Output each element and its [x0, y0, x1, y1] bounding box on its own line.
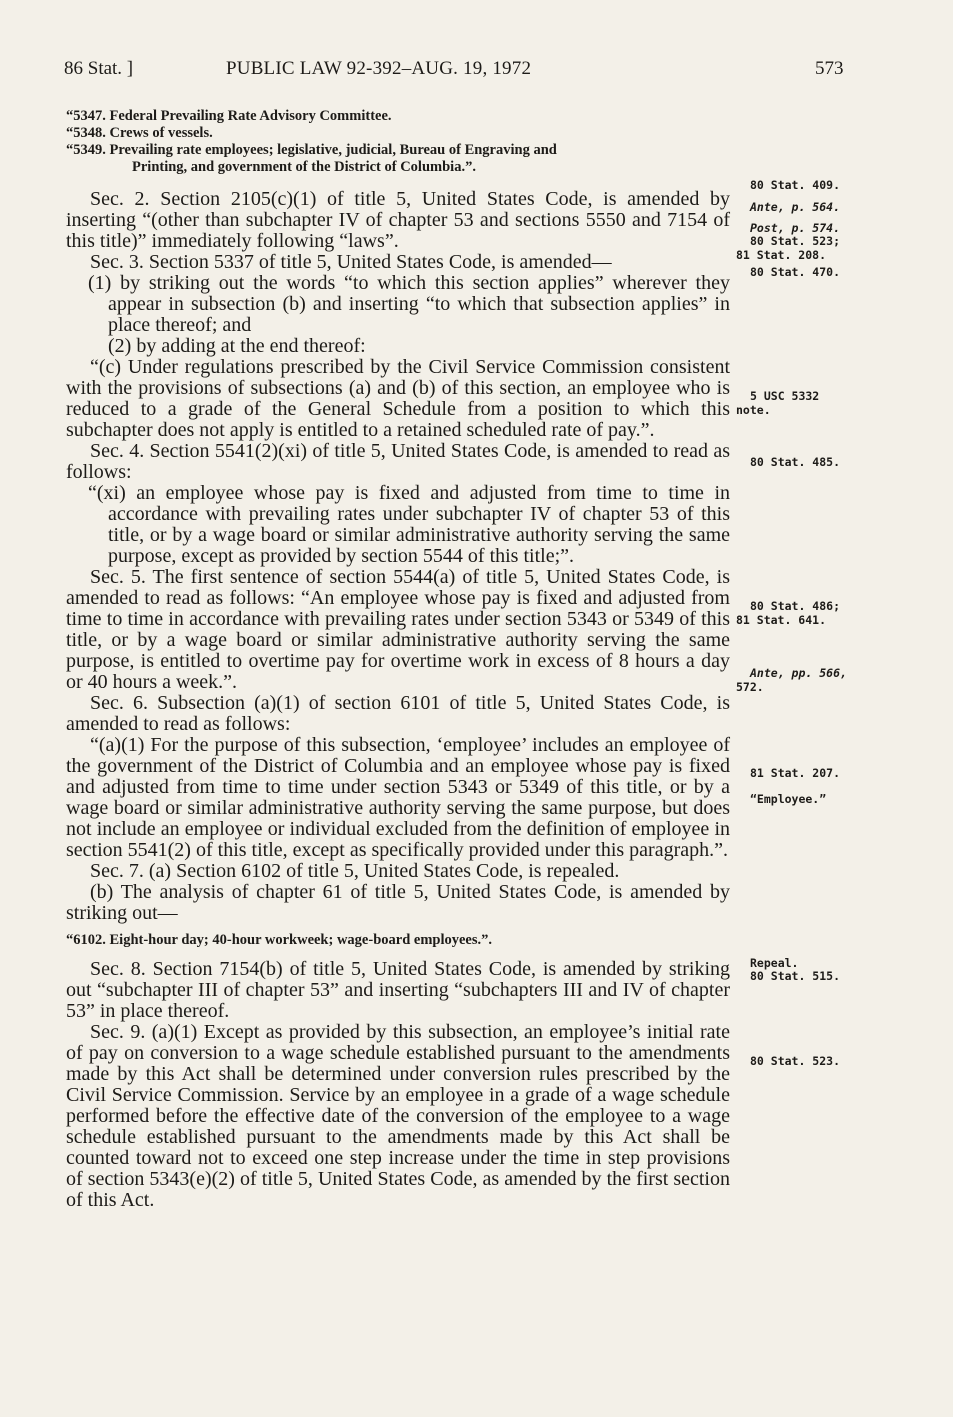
section-4: Sec. 4. Section 5541(2)(xi) of title 5, United States Code, is amended to read as follows: — [66, 440, 730, 483]
section-2: Sec. 2. Section 2105(c)(1) of title 5, United States Code, is amended by inserting “(other than subchapter IV of chapter 53 and sections 5550 and 7154 of this title)” immediately following “laws”. — [66, 188, 730, 252]
section-6: Sec. 6. Subsection (a)(1) of section 6101 of title 5, United States Code, is amended to read as follows: — [66, 692, 730, 735]
margin-note: Repeal. — [750, 956, 799, 970]
section-3: Sec. 3. Section 5337 of title 5, United States Code, is amended— — [90, 251, 612, 273]
margin-note: 572. — [736, 680, 764, 694]
margin-note: Ante, p. 564. — [750, 200, 841, 214]
statute-reference: 86 Stat. ] — [64, 58, 134, 79]
margin-note: 5 USC 5332 — [750, 389, 820, 403]
margin-note: 80 Stat. 523; — [750, 234, 841, 248]
page-header — [0, 58, 953, 86]
section-5: Sec. 5. The first sentence of section 5544(a) of title 5, United States Code, is amended to read as follows: “An employee whose pay is fixed and adjusted from time to time in accordance with prevailing rates under section 5343 or 5349 of this title, or by a wage board or similar administrative authority serving the same purpose, is entitled to overtime pay for overtime work in excess of 8 hours a day or 40 hours a week.”. — [66, 566, 730, 693]
margin-note: 81 Stat. 641. — [736, 613, 827, 627]
margin-note: 80 Stat. 409. — [750, 178, 841, 192]
toc-line: “5348. Crews of vessels. — [66, 125, 213, 141]
toc-line: “5349. Prevailing rate employees; legislative, judicial, Bureau of Engraving and — [66, 142, 557, 158]
toc-line: Printing, and government of the District of Columbia.”. — [132, 159, 476, 175]
margin-note: 80 Stat. 485. — [750, 455, 841, 469]
section-9: Sec. 9. (a)(1) Except as provided by this subsection, an employee’s initial rate of pay on conversion to a wage schedule established pursuant to the amendments made by this Act shall be determined under conversion rules prescribed by the Civil Service Commission. Service by an employee in a grade of a wage schedule performed before the effective date of the conversion of the employee to a wage schedule established pursuant to the amendments made by this Act shall be counted toward not to exceed one step increase under the time in step provisions of section 5343(e)(2) of title 5, United States Code, as amended by the first section of this Act. — [66, 1021, 730, 1211]
section-7-a: Sec. 7. (a) Section 6102 of title 5, United States Code, is repealed. — [90, 860, 620, 882]
margin-note: 80 Stat. 470. — [750, 265, 841, 279]
margin-note: 80 Stat. 486; — [750, 599, 841, 613]
margin-note: note. — [736, 403, 771, 417]
section-7-b: (b) The analysis of chapter 61 of title 5, United States Code, is amended by striking out— — [66, 881, 730, 924]
section-6-subsection-a1: “(a)(1) For the purpose of this subsection, ‘employee’ includes an employee of the government of the District of Columbia and an employee whose pay is fixed and adjusted from time to time under section 5343 or 5349 of this title, or by a wage board or similar administrative authority serving the same purpose, but does not include an employee or individual excluded from the definition of employee in section 5541(2) of this title, except as specifically provided under this paragraph.”. — [66, 734, 730, 861]
margin-note: 81 Stat. 207. — [750, 766, 841, 780]
struck-analysis-item: “6102. Eight-hour day; 40-hour workweek; wage-board employees.”. — [66, 932, 493, 948]
margin-note: Post, p. 574. — [750, 221, 841, 235]
main-text — [66, 108, 730, 1211]
margin-note: Ante, pp. 566, — [750, 666, 847, 680]
section-3-clause-2: (2) by adding at the end thereof: — [108, 335, 366, 357]
section-3-clause-1: (1) by striking out the words “to which this section applies” wherever they appear in subsection (b) and inserting “to which that subsection applies” in place thereof; and — [88, 272, 730, 336]
margin-note: 81 Stat. 208. — [736, 248, 827, 262]
toc-line: “5347. Federal Prevailing Rate Advisory Committee. — [66, 108, 392, 124]
margin-note: “Employee.” — [750, 792, 827, 806]
margin-note: 80 Stat. 523. — [750, 1054, 841, 1068]
section-8: Sec. 8. Section 7154(b) of title 5, United States Code, is amended by striking out “subchapter III of chapter 53” and inserting “subchapters III and IV of chapter 53” in place thereof. — [66, 958, 730, 1022]
section-4-clause-xi: “(xi) an employee whose pay is fixed and adjusted from time to time in accordance with prevailing rates under subchapter IV of chapter 53 of this title, or by a wage board or similar administrative authority serving the same purpose, except as provided by section 5544 of this title;”. — [88, 482, 730, 567]
page-number: 573 — [815, 58, 844, 79]
section-3-subsection-c: “(c) Under regulations prescribed by the Civil Service Commission consistent with the provisions of subsections (a) and (b) of this section, an employee who is reduced to a grade of the General Schedule from a position to which this subchapter does not apply is entitled to a retained scheduled rate of pay.”. — [66, 356, 730, 441]
margin-note: 80 Stat. 515. — [750, 969, 841, 983]
running-title: PUBLIC LAW 92-392–AUG. 19, 1972 — [226, 58, 532, 79]
